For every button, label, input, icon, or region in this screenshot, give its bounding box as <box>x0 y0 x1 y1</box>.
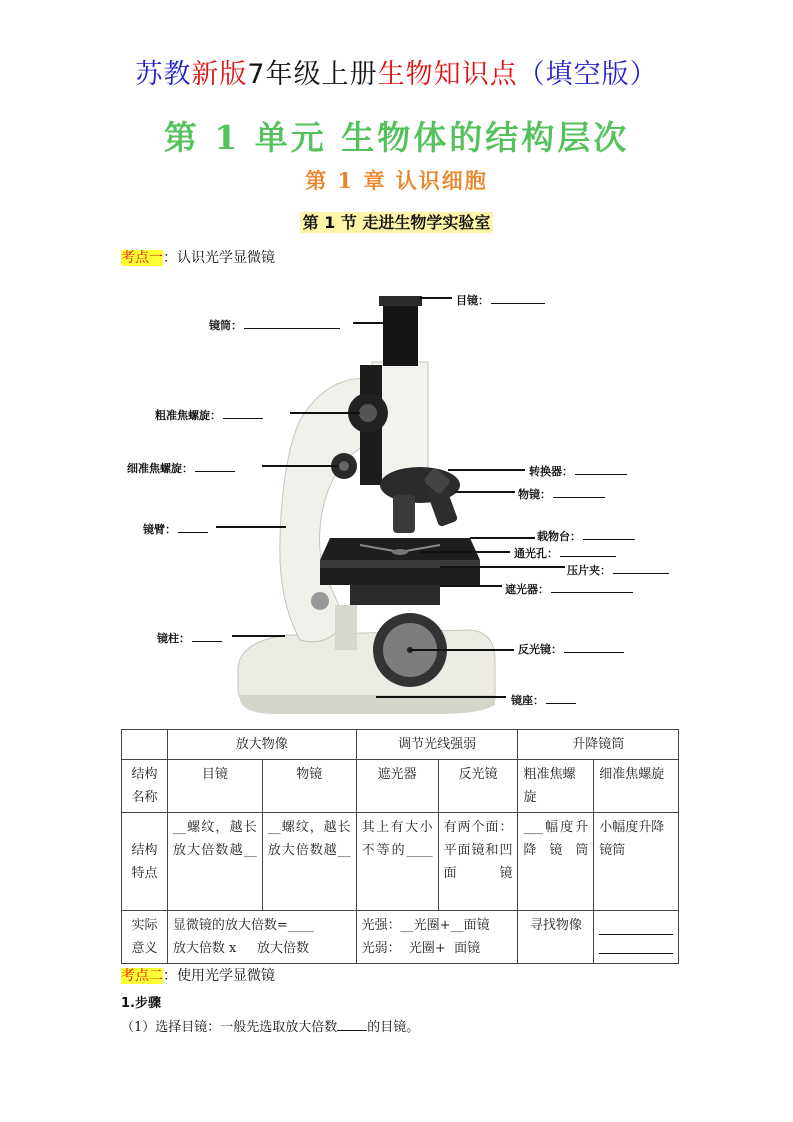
label-objective: 物镜： <box>518 486 605 502</box>
label-stage-clip: 压片夹： <box>567 562 669 578</box>
label-pillar: 镜柱： <box>157 630 222 646</box>
table-row <box>122 813 679 911</box>
cell-meaning-blank <box>594 911 679 964</box>
key-point-2 <box>121 965 275 985</box>
cell-name: 反光镜 <box>438 760 518 813</box>
header-lift: 升降镜筒 <box>518 730 679 760</box>
cell-feature: 小幅度升降镜筒 <box>594 813 679 911</box>
label-diaphragm: 遮光器： <box>505 581 633 597</box>
cell-feature: __螺纹，越长放大倍数越__ <box>262 813 356 911</box>
row-head-meaning: 实际意义 <box>122 911 168 964</box>
label-aperture: 通光孔： <box>514 545 616 561</box>
label-eyepiece: 目镜： <box>456 292 545 308</box>
cell-name: 细准焦螺旋 <box>594 760 679 813</box>
title-part-edition: 新版 <box>191 59 248 90</box>
cell-name: 遮光器 <box>356 760 438 813</box>
label-tube: 镜筒： <box>209 317 340 333</box>
row-head-name: 结构名称 <box>122 760 168 813</box>
cell-meaning-find: 寻找物像 <box>518 911 594 964</box>
microscope-structure-table <box>121 729 679 964</box>
cell-feature: 其上有大小不等的____ <box>356 813 438 911</box>
cell-meaning-magnify: 显微镜的放大倍数=____ 放大倍数 x 放大倍数 <box>167 911 356 964</box>
title-part-publisher: 苏教 <box>135 59 192 90</box>
step-1: （1）选择目镜：一般先选取放大倍数 的目镜。 <box>121 1020 420 1035</box>
key-point-2-text: ：使用光学显微镜 <box>163 968 275 984</box>
label-arm: 镜臂： <box>143 521 208 537</box>
table-row <box>122 760 679 813</box>
title-part-subject: 生物知识点 <box>377 59 518 90</box>
cell-meaning-light: 光强：__光圈+__面镜 光弱： 光圈+ 面镜 <box>356 911 518 964</box>
row-head-feature: 结构特点 <box>122 813 168 911</box>
header-magnify: 放大物像 <box>167 730 356 760</box>
cell-feature: __螺纹，越长放大倍数越__ <box>167 813 262 911</box>
cell-feature: ___幅度升降镜筒 <box>518 813 594 911</box>
label-coarse-focus: 粗准焦螺旋： <box>155 407 263 423</box>
table-row <box>122 730 679 760</box>
steps-heading: 1.步骤 <box>121 996 161 1011</box>
label-fine-focus: 细准焦螺旋： <box>127 460 235 476</box>
key-point-2-tag: 考点二 <box>121 968 163 984</box>
table-row <box>122 911 679 964</box>
label-stage: 载物台： <box>537 528 635 544</box>
title-part-version: （填空版） <box>517 59 658 90</box>
label-nosepiece: 转换器： <box>529 463 627 479</box>
unit-title: 第 1 单元 生物体的结构层次 <box>163 118 630 157</box>
label-mirror: 反光镜： <box>518 641 624 657</box>
cell-feature: 有两个面：平面镜和凹面镜 <box>438 813 518 911</box>
cell-name: 目镜 <box>167 760 262 813</box>
label-base: 镜座： <box>511 692 576 708</box>
cell-name: 物镜 <box>262 760 356 813</box>
cell-name: 粗准焦螺旋 <box>518 760 594 813</box>
title-part-grade: 7年级上册 <box>247 59 378 90</box>
section-title-text: 第 1 节 走进生物学实验室 <box>300 212 494 233</box>
key-point-1-tag: 考点一 <box>121 250 163 266</box>
chapter-title: 第 1 章 认识细胞 <box>305 168 488 193</box>
key-point-1-text: ：认识光学显微镜 <box>163 250 275 266</box>
header-light: 调节光线强弱 <box>356 730 518 760</box>
